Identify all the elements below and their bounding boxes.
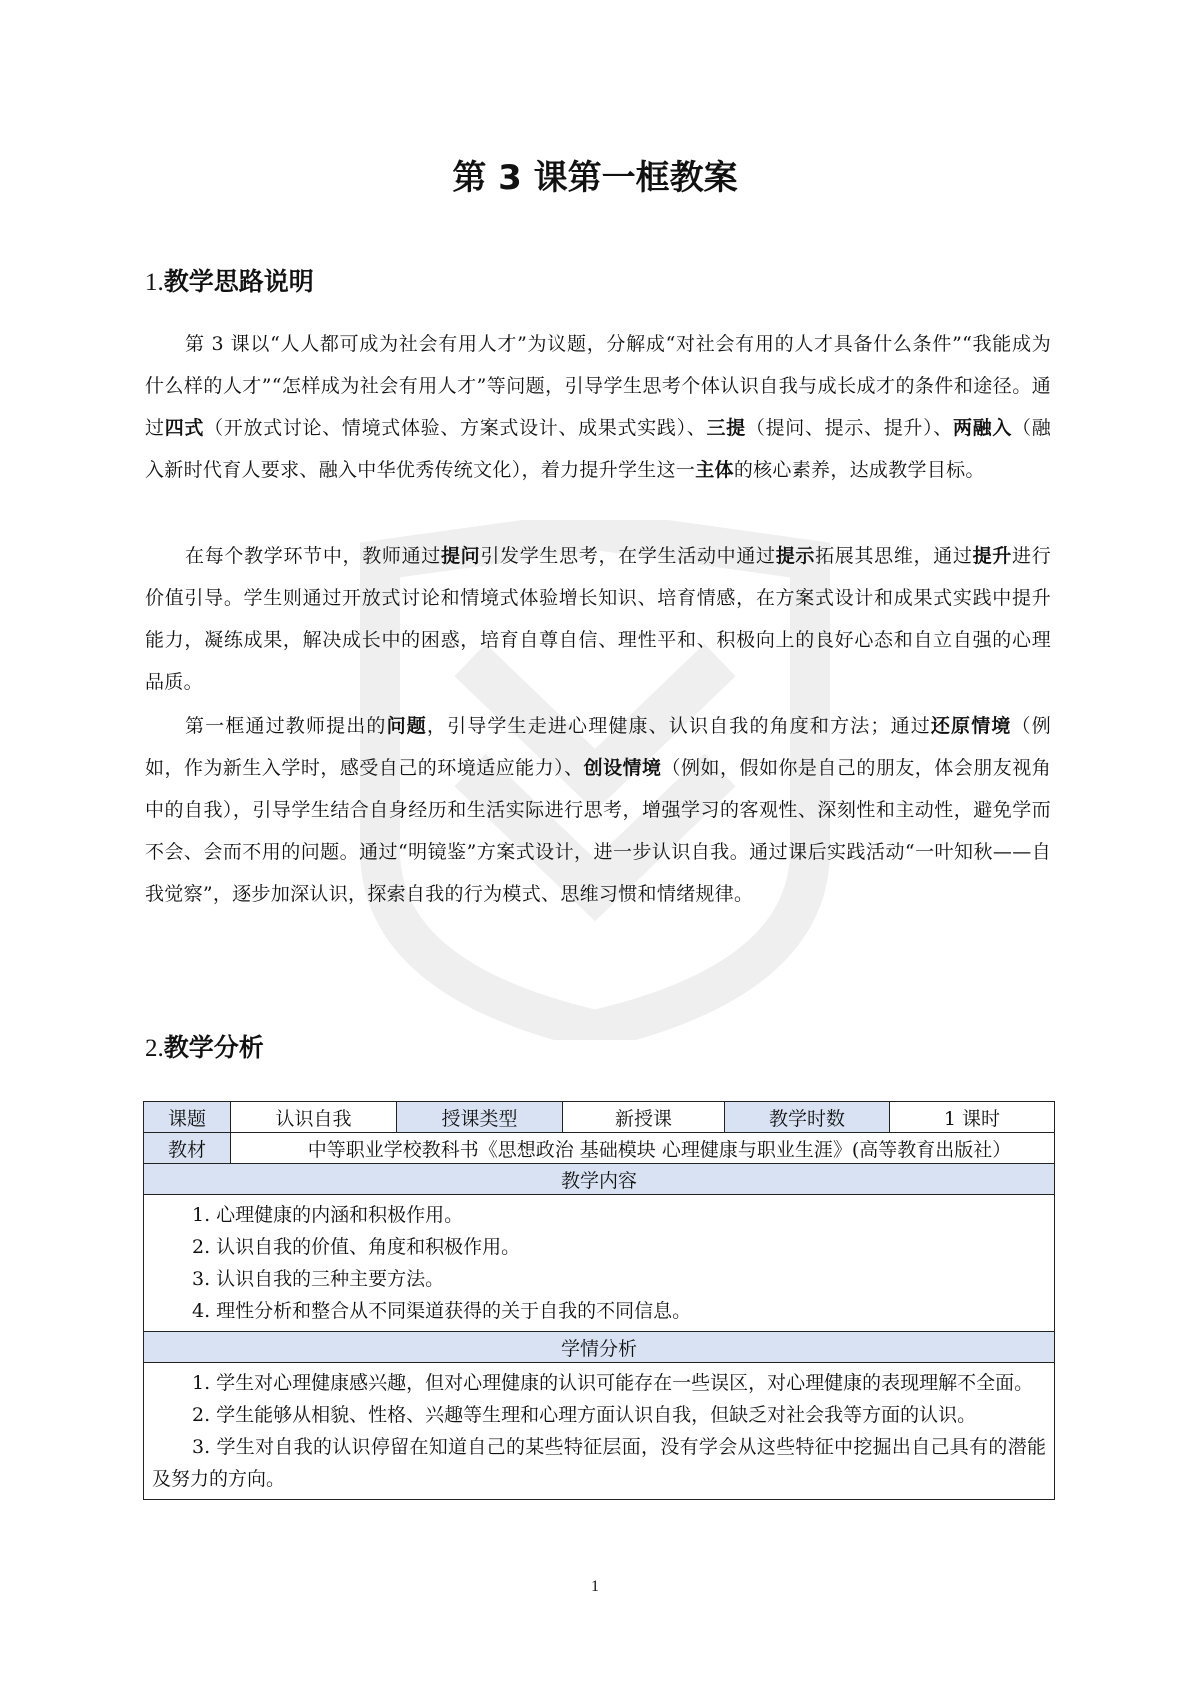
- type-label: 授课类型: [397, 1102, 563, 1133]
- section-title-2: 教学分析: [163, 1033, 264, 1062]
- list-item: 3. 学生对自我的认识停留在知道自己的某些特征层面，没有学会从这些特征中挖掘出自己具有的潜能及努力的方向。: [152, 1436, 1046, 1490]
- section-heading-2: [145, 1028, 264, 1064]
- topic-label: 课题: [144, 1102, 231, 1133]
- section-title-1: 教学思路说明: [163, 267, 314, 296]
- textbook-label: 教材: [144, 1133, 231, 1164]
- list-item: 3. 认识自我的三种主要方法。: [192, 1268, 445, 1290]
- section-heading-1: [145, 262, 314, 298]
- section-number-2: 2.: [145, 1035, 164, 1062]
- analysis-header: 学情分析: [144, 1332, 1055, 1363]
- list-item: 2. 学生能够从相貌、性格、兴趣等生理和心理方面认识自我，但缺乏对社会我等方面的认识。: [192, 1404, 977, 1426]
- table-row: [144, 1133, 1055, 1164]
- page-number: 1: [591, 1578, 599, 1595]
- page-title: 第 3 课第一框教案: [452, 158, 738, 198]
- list-item: 1. 学生对心理健康感兴趣，但对心理健康的认识可能存在一些误区，对心理健康的表现理解不全面。: [192, 1372, 1034, 1394]
- hours-label: 教学时数: [725, 1102, 890, 1133]
- list-item: 2. 认识自我的价值、角度和积极作用。: [192, 1236, 521, 1258]
- topic-value: 认识自我: [231, 1102, 397, 1133]
- analysis-list: [144, 1363, 1055, 1500]
- list-item: 4. 理性分析和整合从不同渠道获得的关于自我的不同信息。: [192, 1300, 692, 1322]
- textbook-value: 中等职业学校教科书《思想政治 基础模块 心理健康与职业生涯》(高等教育出版社）: [231, 1133, 1055, 1164]
- content-header: 教学内容: [144, 1164, 1055, 1195]
- type-value: 新授课: [563, 1102, 725, 1133]
- paragraph-3: 第一框通过教师提出的问题，引导学生走进心理健康、认识自我的角度和方法；通过还原情境（例如，作为新生入学时，感受自己的环境适应能力）、创设情境（例如，假如你是自己的朋友，体会朋友视角中的自我），引导学生结合自身经历和生活实际进行思考，增强学习的客观性、深刻性和主动性，避免学而不会、会而不用的问题。通过“明镜鉴”方案式设计，进一步认识自我。通过课后实践活动“一叶知秋——自我觉察”，逐步加深认识，探索自我的行为模式、思维习惯和情绪规律。: [145, 715, 1051, 905]
- content-list: [144, 1195, 1055, 1332]
- paragraph-2: 在每个教学环节中，教师通过提问引发学生思考，在学生活动中通过提示拓展其思维，通过提升进行价值引导。学生则通过开放式讨论和情境式体验增长知识、培育情感，在方案式设计和成果式实践中提升能力，凝练成果，解决成长中的困惑，培育自尊自信、理性平和、积极向上的良好心态和自立自强的心理品质。: [145, 545, 1051, 693]
- section-number-1: 1.: [145, 269, 164, 296]
- table-row: [144, 1164, 1055, 1195]
- hours-value: 1 课时: [890, 1102, 1055, 1133]
- teaching-analysis-table: [143, 1101, 1055, 1500]
- table-row: [144, 1363, 1055, 1500]
- table-row: [144, 1195, 1055, 1332]
- paragraph-1: 第 3 课以“人人都可成为社会有用人才”为议题，分解成“对社会有用的人才具备什么条件”“我能成为什么样的人才”“怎样成为社会有用人才”等问题，引导学生思考个体认识自我与成长成才的条件和途径。通过四式（开放式讨论、情境式体验、方案式设计、成果式实践）、三提（提问、提示、提升）、两融入（融入新时代育人要求、融入中华优秀传统文化），着力提升学生这一主体的核心素养，达成教学目标。: [145, 333, 1052, 481]
- table-row: [144, 1102, 1055, 1133]
- table-row: [144, 1332, 1055, 1363]
- list-item: 1. 心理健康的内涵和积极作用。: [192, 1204, 464, 1226]
